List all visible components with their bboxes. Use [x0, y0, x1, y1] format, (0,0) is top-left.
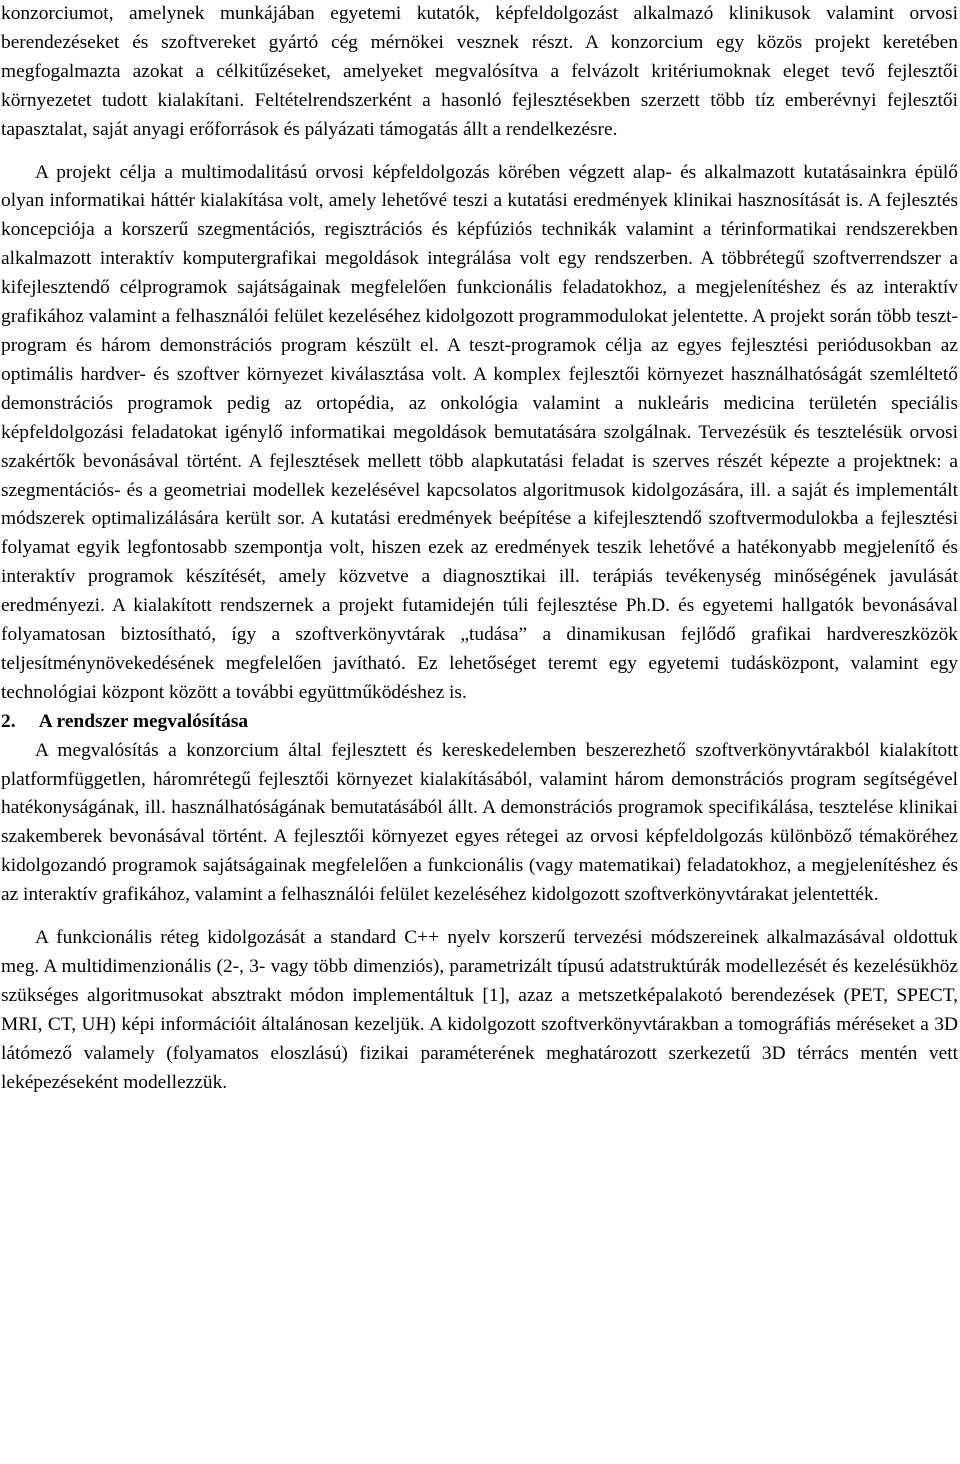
paragraph-consortium: konzorciumot, amelynek munkájában egyetemi kutatók, képfeldolgozást alkalmazó klinikusok valamint orvosi berendezéseket és szoftvereket gyártó cég mérnökei vesznek részt. A konzorcium egy közös projekt keretében megfogalmazta azokat a célkitűzéseket, amelyeket megvalósítva a felvázolt kritériumoknak eleget tevő fejlesztői környezetet tudott kialakítani. Feltételrendszerként a hasonló fejlesztésekben szerzett több tíz emberévnyi fejlesztői tapasztalat, saját anyagi erőforrások és pályázati támogatás állt a rendelkezésre. — [1, 3, 958, 140]
paragraph-functional-layer: A funkcionális réteg kidolgozását a standard C++ nyelv korszerű tervezési módszereinek alkalmazásával oldottuk meg. A multidimenzionális (2-, 3- vagy több dimenziós), parametrizált típusú adatstruktúrák modellezését és kezelésükhöz szükséges algoritmusokat absztrakt módon implementáltuk [1], azaz a metszetképalakotó berendezések (PET, SPECT, MRI, CT, UH) képi információit általánosan kezeljük. A kidolgozott szoftverkönyvtárakban a tomográfiás méréseket a 3D látómező valamely (folyamatos eloszlású) fizikai paraméterének meghatározott szerkezetű 3D térrács mentén vett leképezéseként modellezzük. — [1, 927, 958, 1093]
paragraph-project-goal: A projekt célja a multimodalitású orvosi képfeldolgozás körében végzett alap- és alkalmazott kutatásainkra épülő olyan informatikai háttér kialakítása volt, amely lehetővé teszi a kutatási eredmények klinikai hasznosítását is. A fejlesztés koncepciója a korszerű szegmentációs, regisztrációs és képfúziós technikák valamint a térinformatikai rendszerekben alkalmazott interaktív komputergrafikai megoldások integrálása volt egy rendszerben. A többrétegű szoftverrendszer a kifejlesztendő célprogramok sajátságainak megfelelően funkcionális feladatokhoz, a megjelenítéshez és az interaktív grafikához valamint a felhasználói felület kezeléséhez kidolgozott programmodulokat jelentette. A projekt során több teszt-program és három demonstrációs program készült el. A teszt-programok célja az egyes fejlesztési periódusokban az optimális hardver- és szoftver környezet kiválasztása volt. A komplex fejlesztői környezet használhatóságát szemléltető demonstrációs programok pedig az ortopédia, az onkológia valamint a nukleáris medicina területén speciális képfeldolgozási feladatokat igénylő informatikai megoldások bemutatására szolgálnak. Tervezésük és tesztelésük orvosi szakértők bevonásával történt. A fejlesztések mellett több alapkutatási feladat is szerves részét képezte a projektnek: a szegmentációs- és a geometriai modellek kezelésével kapcsolatos algoritmusok kidolgozására, ill. a saját és implementált módszerek optimalizálására került sor. A kutatási eredmények beépítése a kifejlesztendő szoftvermodulokba a fejlesztési folyamat egyik legfontosabb szempontja volt, hiszen ezek az eredmények teszik lehetővé a hatékonyabb megjelenítő és interaktív programok készítését, amely közvetve a diagnosztikai ill. terápiás tevékenység minőségének javulását eredményezi. A kialakított rendszernek a projekt futamidején túli fejlesztése Ph.D. és egyetemi hallgatók bevonásával folyamatosan biztosítható, így a szoftverkönyvtárak „tudása” a dinamikusan fejlődő grafikai hardvereszközök teljesítménynövekedésének megfelelően javítható. Ez lehetőséget teremt egy egyetemi tudásközpont, valamint egy technológiai központ között a további együttműködéshez is. — [1, 161, 958, 703]
section-number: 2. — [1, 710, 16, 732]
section-title: A rendszer megvalósítása — [38, 710, 249, 732]
section-heading — [1, 708, 958, 737]
paragraph-implementation: A megvalósítás a konzorcium által fejlesztett és kereskedelemben beszerezhető szoftverkönyvtárakból kialakított platformfüggetlen, háromrétegű fejlesztői környezet kialakításából, valamint három demonstrációs program segítségével hatékonyságának, ill. használhatóságának bemutatásából állt. A demonstrációs programok specifikálása, tesztelése klinikai szakemberek bevonásával történt. A fejlesztői környezet egyes rétegei az orvosi képfeldolgozás különböző témaköréhez kidolgozandó programok sajátságainak megfelelően a funkcionális (vagy matematikai) feladatokhoz, a megjelenítéshez és az interaktív grafikához, valamint a felhasználói felület kezeléséhez kidolgozott szoftverkönyvtárakat jelentették. — [1, 739, 958, 906]
